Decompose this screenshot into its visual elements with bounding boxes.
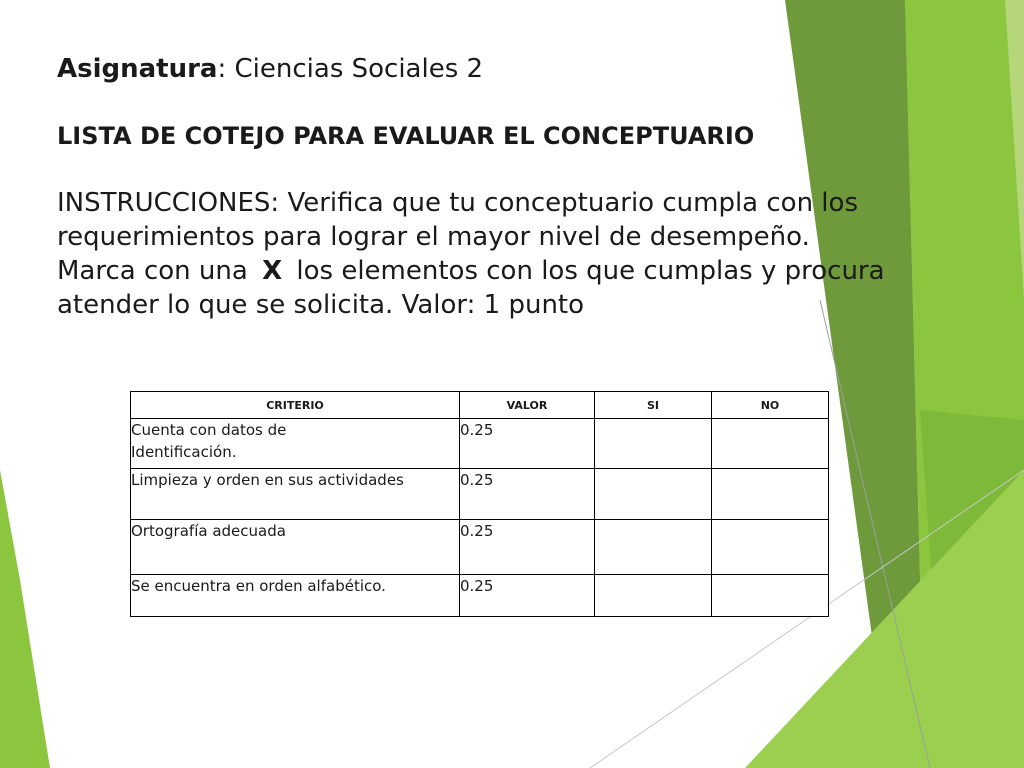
table-row	[131, 575, 829, 617]
page-title: LISTA DE COTEJO PARA EVALUAR EL CONCEPTUARIO	[57, 122, 755, 150]
instructions-line-3-after: los elementos con los que cumplas y procura	[296, 256, 885, 286]
criterion-text-line-1: Cuenta con datos de	[131, 421, 287, 439]
no-checkbox-cell[interactable]	[712, 575, 829, 617]
value-cell: 0.25	[460, 575, 595, 617]
instructions-line-3-before: Marca con una	[57, 256, 248, 286]
criterion-cell	[131, 419, 460, 469]
criterion-text-line-2: Identificación.	[131, 443, 237, 461]
value-cell: 0.25	[460, 520, 595, 575]
si-checkbox-cell[interactable]	[595, 575, 712, 617]
no-checkbox-cell[interactable]	[712, 469, 829, 520]
instructions-line-1: INSTRUCCIONES: Verifica que tu conceptuario cumpla con los	[57, 188, 858, 218]
instructions-line-2: requerimientos para lograr el mayor nivel de desempeño.	[57, 222, 810, 252]
checklist-table	[130, 391, 829, 617]
instructions-line-3	[57, 254, 987, 288]
table-row	[131, 520, 829, 575]
table-row	[131, 419, 829, 469]
header-si: SI	[595, 392, 712, 419]
criterion-cell: Se encuentra en orden alfabético.	[131, 575, 460, 617]
si-checkbox-cell[interactable]	[595, 419, 712, 469]
table-header-row	[131, 392, 829, 419]
subject-value: : Ciencias Sociales 2	[217, 54, 484, 84]
header-valor: VALOR	[460, 392, 595, 419]
instructions	[57, 186, 987, 322]
left-green-facet	[0, 470, 50, 768]
table-row	[131, 469, 829, 520]
instructions-line-4: atender lo que se solicita. Valor: 1 punto	[57, 290, 585, 320]
no-checkbox-cell[interactable]	[712, 520, 829, 575]
si-checkbox-cell[interactable]	[595, 469, 712, 520]
no-checkbox-cell[interactable]	[712, 419, 829, 469]
criterion-cell: Limpieza y orden en sus actividades	[131, 469, 460, 520]
value-cell: 0.25	[460, 419, 595, 469]
subject-line	[57, 52, 987, 86]
header-criterio: CRITERIO	[131, 392, 460, 419]
subject-label: Asignatura	[57, 54, 218, 84]
slide-content	[57, 52, 987, 322]
si-checkbox-cell[interactable]	[595, 520, 712, 575]
criterion-cell: Ortografía adecuada	[131, 520, 460, 575]
header-no: NO	[712, 392, 829, 419]
value-cell: 0.25	[460, 469, 595, 520]
x-mark: X	[262, 256, 283, 286]
